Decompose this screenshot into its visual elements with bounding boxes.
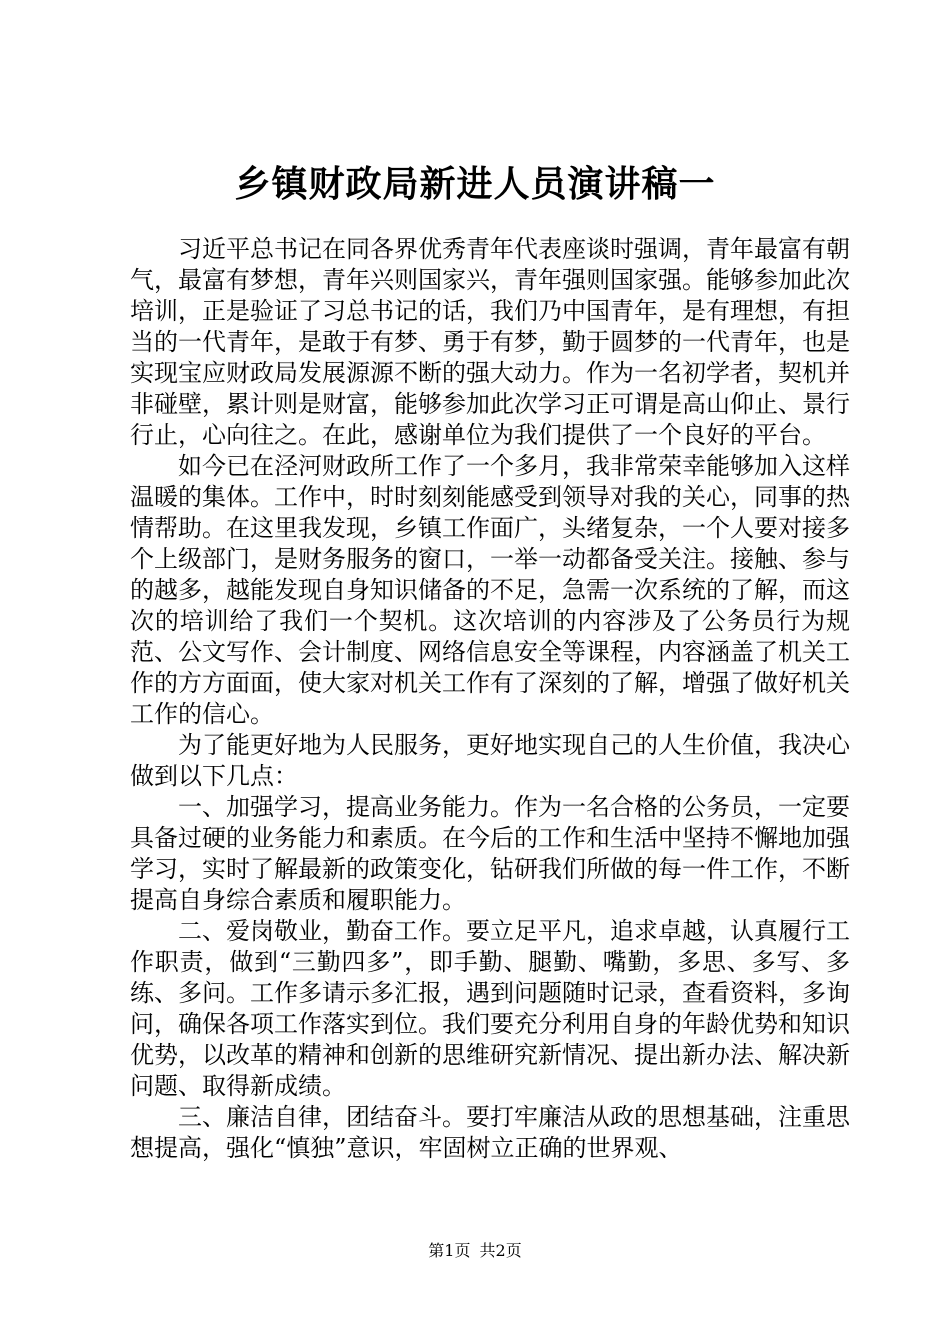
paragraph-1: 习近平总书记在同各界优秀青年代表座谈时强调，青年最富有朝气，最富有梦想，青年兴则国家兴，青年强则国家强。能够参加此次培训，正是验证了习总书记的话，我们乃中国青年，是有理想，有担当的一代青年，是敢于有梦、勇于有梦，勤于圆梦的一代青年，也是实现宝应财政局发展源源不断的强大动力。作为一名初学者，契机并非碰壁，累计则是财富，能够参加此次学习正可谓是高山仰止、景行行止，心向往之。在此，感谢单位为我们提供了一个良好的平台。 — [130, 235, 850, 449]
page-number: 第1页 — [428, 1241, 471, 1260]
paragraph-2: 如今已在泾河财政所工作了一个多月，我非常荣幸能够加入这样温暖的集体。工作中，时时刻刻能感受到领导对我的关心，同事的热情帮助。在这里我发现，乡镇工作面广，头绪复杂，一个人要对接多个上级部门，是财务服务的窗口，一举一动都备受关注。接触、参与的越多，越能发现自身知识储备的不足，急需一次系统的了解，而这次的培训给了我们一个契机。这次培训的内容涉及了公务员行为规范、公文写作、会计制度、网络信息安全等课程，内容涵盖了机关工作的方方面面，使大家对机关工作有了深刻的了解，增强了做好机关工作的信心。 — [130, 452, 850, 728]
paragraph-4: 一、加强学习，提高业务能力。作为一名合格的公务员，一定要具备过硬的业务能力和素质。在今后的工作和生活中坚持不懈地加强学习，实时了解最新的政策变化，钻研我们所做的每一件工作，不断提高自身综合素质和履职能力。 — [130, 793, 850, 914]
page-footer — [0, 1240, 950, 1262]
page-total: 共2页 — [479, 1241, 522, 1260]
paragraph-5: 二、爱岗敬业，勤奋工作。要立足平凡，追求卓越，认真履行工作职责，做到“三勤四多”，即手勤、腿勤、嘴勤，多思、多写、多练、多问。工作多请示多汇报，遇到问题随时记录，查看资料，多询问，确保各项工作落实到位。我们要充分利用自身的年龄优势和知识优势，以改革的精神和创新的思维研究新情况、提出新办法、解决新问题、取得新成绩。 — [130, 917, 850, 1100]
document-title: 乡镇财政局新进人员演讲稿一 — [234, 164, 716, 205]
paragraph-3: 为了能更好地为人民服务，更好地实现自己的人生价值，我决心做到以下几点： — [130, 731, 850, 790]
document-body — [130, 234, 850, 1164]
paragraph-6: 三、廉洁自律，团结奋斗。要打牢廉洁从政的思想基础，注重思想提高，强化“慎独”意识，牢固树立正确的世界观、 — [130, 1103, 850, 1162]
